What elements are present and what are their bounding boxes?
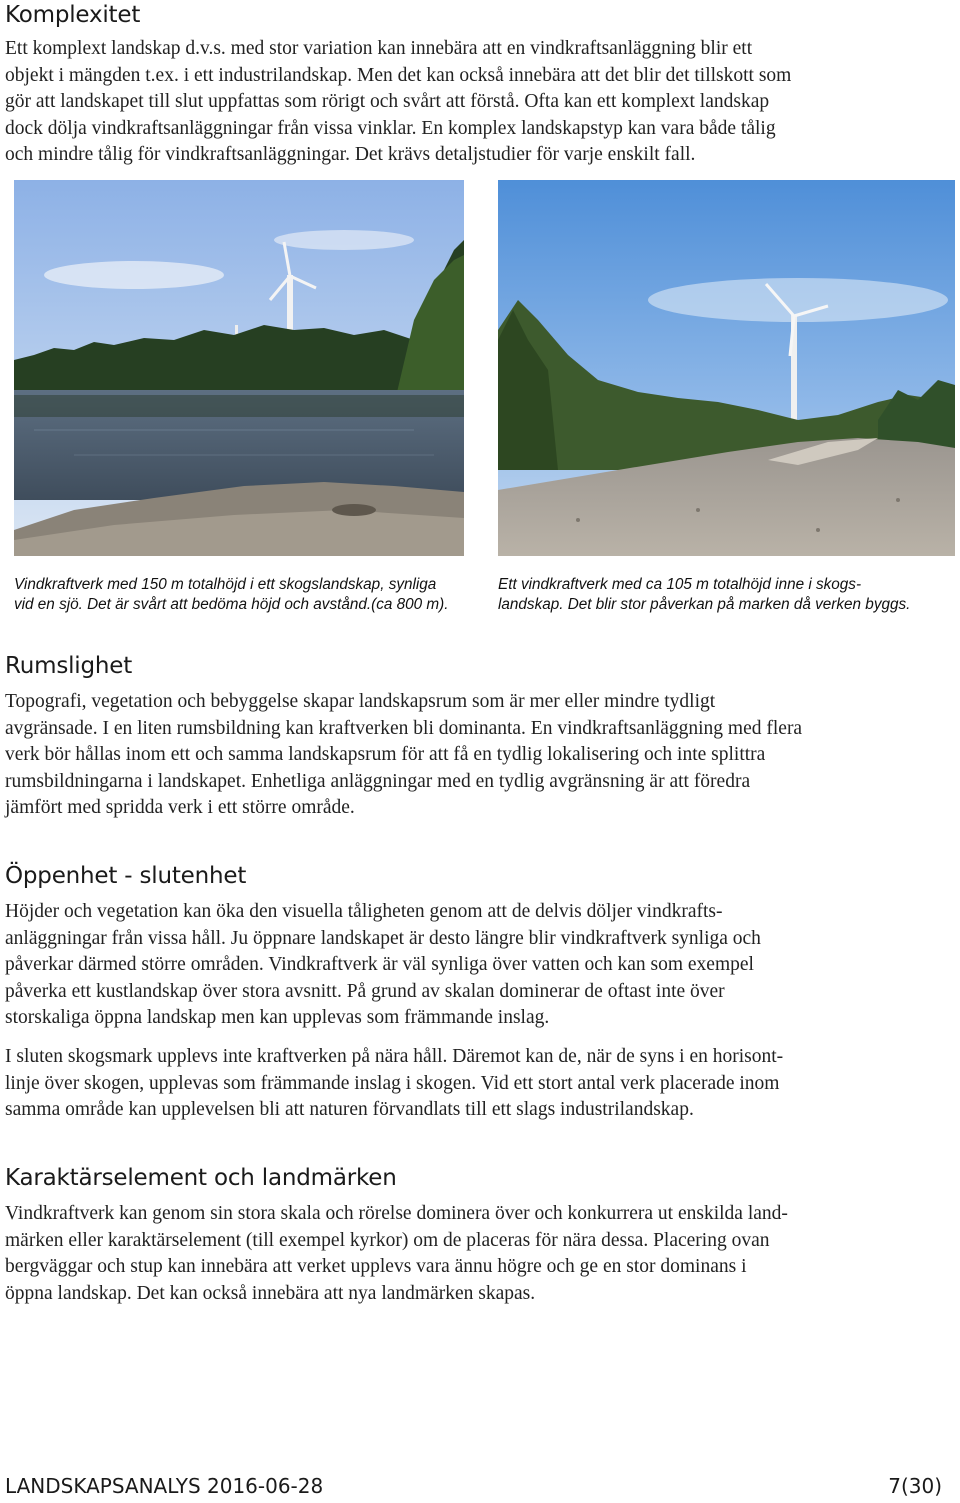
text-line: anläggningar från vissa håll. Ju öppnare landskapet är desto längre blir vindkraftverk synliga och [5, 927, 761, 949]
text-line: Vindkraftverk kan genom sin stora skala och rörelse dominera över och konkurrera ut enskilda land- [5, 1203, 788, 1224]
paragraph-karaktarselement [5, 1201, 953, 1307]
text-line: linje över skogen, upplevas som främmande inslag i skogen. Vid ett stort antal verk placerade inom [5, 1072, 780, 1094]
heading-komplexitet: Komplexitet [5, 2, 141, 28]
paragraph-oppenhet-1 [5, 899, 953, 1032]
caption-line: Vindkraftverk med 150 m totalhöjd i ett skogslandskap, synliga [14, 576, 437, 593]
footer-page-number: 7(30) [888, 1474, 942, 1498]
text-line: Ett komplext landskap d.v.s. med stor variation kan innebära att en vindkraftsanläggning blir ett [5, 38, 753, 59]
text-line: och mindre tålig för vindkraftsanläggningar. Det krävs detaljstudier för varje enskilt fall. [5, 144, 696, 165]
text-line: dock dölja vindkraftsanläggningar från vissa vinklar. En komplex landskapstyp kan vara både tålig [5, 117, 776, 139]
text-line: I sluten skogsmark upplevs inte kraftverken på nära håll. Däremot kan de, när de syns i en horisont- [5, 1046, 784, 1067]
text-line: påverka ett kustlandskap över stora avsnitt. På grund av skalan dominerar de oftast inte över [5, 980, 725, 1002]
text-line: gör att landskapet till slut uppfattas som rörigt och svårt att förstå. Ofta kan ett komplext landskap [5, 91, 770, 112]
footer-document-title: LANDSKAPSANALYS 2016-06-28 [5, 1474, 324, 1498]
caption-right-photo [498, 575, 955, 614]
text-line: bergväggar och stup kan innebära att verket upplevs vara ännu högre och ge en stor dominans i [5, 1256, 747, 1277]
heading-oppenhet: Öppenhet - slutenhet [5, 863, 247, 889]
heading-rumslighet: Rumslighet [5, 653, 133, 679]
heading-karaktarselement: Karaktärselement och landmärken [5, 1165, 397, 1191]
paragraph-rumslighet [5, 689, 953, 822]
text-line: samma område kan upplevelsen bli att naturen förvandlats till ett slags industrilandskap. [5, 1099, 694, 1120]
text-line: avgränsade. I en liten rumsbildning kan kraftverken bli dominanta. En vindkraftsanläggning med flera [5, 717, 803, 739]
caption-left-photo [14, 575, 484, 614]
caption-line: Ett vindkraftverk med ca 105 m totalhöjd inne i skogs- [498, 576, 862, 593]
paragraph-komplexitet [5, 36, 953, 169]
text-line: påverkar därmed större områden. Vindkraftverk är väl synliga över vatten och kan som exempel [5, 954, 754, 975]
text-line: märken eller karaktärselement (till exempel kyrkor) om de placeras för nära dessa. Placering ovan [5, 1229, 770, 1251]
text-line: storskaliga öppna landskap men kan upplevas som främmande inslag. [5, 1007, 550, 1028]
text-line: Topografi, vegetation och bebyggelse skapar landskapsrum som är mer eller mindre tydligt [5, 691, 716, 712]
photo-lake-wind-turbines [14, 180, 464, 556]
caption-line: landskap. Det blir stor påverkan på marken då verken byggs. [498, 595, 911, 613]
text-line: objekt i mängden t.ex. i ett industrilandskap. Men det kan också innebära att det blir det tillskott som [5, 64, 792, 86]
text-line: verk bör hållas inom ett och samma landskapsrum för att få en tydlig lokalisering och inte splittra [5, 744, 766, 765]
text-line: öppna landskap. Det kan också innebära att nya landmärken skapas. [5, 1282, 536, 1304]
paragraph-oppenhet-2 [5, 1044, 953, 1124]
caption-line: vid en sjö. Det är svårt att bedöma höjd och avstånd.(ca 800 m). [14, 595, 449, 613]
text-line: rumsbildningarna i landskapet. Enhetliga anläggningar med en tydlig avgränsning är att föredra [5, 770, 751, 792]
text-line: jämfört med spridda verk i ett större område. [5, 797, 355, 818]
photo-forest-wind-turbine [498, 180, 955, 556]
text-line: Höjder och vegetation kan öka den visuella tåligheten genom att de delvis döljer vindkrafts- [5, 901, 723, 922]
